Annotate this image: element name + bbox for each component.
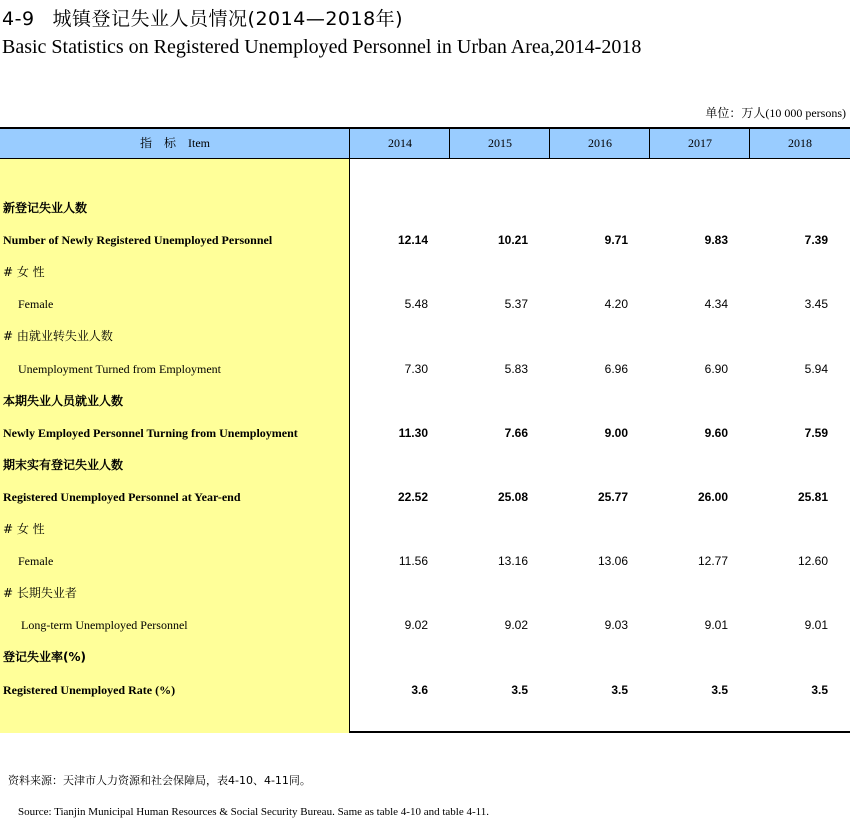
row-label: Number of Newly Registered Unemployed Personnel bbox=[3, 233, 273, 248]
value-cell-2017: 26.00 bbox=[697, 489, 728, 504]
value-cell-2014: 7.30 bbox=[404, 361, 428, 376]
header-year-2016: 2016 bbox=[549, 129, 650, 158]
row-label: # 女 性 bbox=[3, 265, 45, 280]
value-cell-2014: 5.48 bbox=[404, 297, 428, 312]
row-label: Newly Employed Personnel Turning from Unemployment bbox=[3, 425, 298, 440]
table-number: 4-9 bbox=[2, 8, 35, 30]
value-cell-2018: 7.59 bbox=[804, 425, 828, 440]
value-cell-2017: 9.83 bbox=[704, 233, 728, 248]
row-label: Unemployment Turned from Employment bbox=[18, 361, 221, 376]
table-header bbox=[0, 129, 850, 159]
row-label: 本期失业人员就业人数 bbox=[3, 393, 124, 408]
table-title-chinese bbox=[2, 4, 403, 31]
table-row bbox=[0, 256, 850, 288]
table-row bbox=[0, 609, 850, 641]
table-row bbox=[0, 288, 850, 320]
source-note-en: Source: Tianjin Municipal Human Resources & Social Security Bureau. Same as table 4-10 and table 4-11. bbox=[18, 806, 489, 818]
value-cell-2018: 3.45 bbox=[804, 297, 828, 312]
value-cell-2017: 3.5 bbox=[711, 682, 728, 697]
header-year-2017: 2017 bbox=[649, 129, 750, 158]
value-cell-2015: 25.08 bbox=[497, 489, 528, 504]
row-label: # 由就业转失业人数 bbox=[3, 329, 113, 344]
value-cell-2015: 5.83 bbox=[504, 361, 528, 376]
row-label: 新登记失业人数 bbox=[3, 201, 88, 215]
row-label: Female bbox=[18, 297, 54, 312]
source-note-zh: 资料来源：天津市人力资源和社会保障局，表4-10、4-11同。 bbox=[8, 774, 311, 787]
table-title-zh-text: 城镇登记失业人员情况(2014—2018年) bbox=[52, 8, 404, 30]
table-row bbox=[0, 417, 850, 449]
table-row bbox=[0, 224, 850, 256]
value-cell-2016: 13.06 bbox=[597, 554, 628, 569]
statistics-table bbox=[0, 127, 850, 733]
value-cell-2017: 9.01 bbox=[704, 618, 728, 633]
table-row bbox=[0, 545, 850, 577]
table-row bbox=[0, 674, 850, 706]
value-cell-2018: 12.60 bbox=[797, 554, 828, 569]
row-label: Long-term Unemployed Personnel bbox=[21, 618, 188, 633]
value-cell-2016: 9.03 bbox=[604, 618, 628, 633]
row-label: 期末实有登记失业人数 bbox=[3, 457, 124, 472]
value-cell-2014: 11.56 bbox=[398, 554, 428, 569]
value-cell-2017: 9.60 bbox=[704, 425, 728, 440]
header-year-2014: 2014 bbox=[349, 129, 450, 158]
table-row bbox=[0, 449, 850, 481]
value-cell-2017: 4.34 bbox=[704, 297, 728, 312]
table-row bbox=[0, 385, 850, 417]
value-cell-2018: 3.5 bbox=[811, 682, 828, 697]
value-cell-2016: 9.71 bbox=[604, 233, 628, 248]
value-cell-2014: 11.30 bbox=[398, 425, 428, 440]
row-label: 登记失业率(%) bbox=[3, 650, 86, 665]
row-label: Registered Unemployed Rate (%) bbox=[3, 682, 176, 697]
value-cell-2014: 12.14 bbox=[397, 233, 428, 248]
value-cell-2015: 7.66 bbox=[504, 425, 528, 440]
header-year-2015: 2015 bbox=[449, 129, 550, 158]
table-row bbox=[0, 577, 850, 609]
value-cell-2018: 9.01 bbox=[804, 618, 828, 633]
table-row bbox=[0, 320, 850, 352]
row-label: # 长期失业者 bbox=[3, 586, 77, 601]
table-row bbox=[0, 481, 850, 513]
value-cell-2015: 3.5 bbox=[511, 682, 528, 697]
value-cell-2016: 25.77 bbox=[597, 489, 628, 504]
value-cell-2014: 9.02 bbox=[404, 618, 428, 633]
value-cell-2014: 3.6 bbox=[411, 682, 428, 697]
value-cell-2016: 3.5 bbox=[611, 682, 628, 697]
table-row bbox=[0, 641, 850, 673]
value-cell-2018: 25.81 bbox=[797, 489, 828, 504]
value-cell-2017: 12.77 bbox=[697, 554, 728, 569]
table-row bbox=[0, 353, 850, 385]
value-cell-2015: 9.02 bbox=[504, 618, 528, 633]
table-title-english: Basic Statistics on Registered Unemployed Personnel in Urban Area,2014-2018 bbox=[2, 36, 642, 58]
value-cell-2016: 9.00 bbox=[604, 425, 628, 440]
value-cell-2015: 10.21 bbox=[497, 233, 528, 248]
value-cell-2016: 4.20 bbox=[604, 297, 628, 312]
row-label: Female bbox=[18, 554, 54, 569]
value-cell-2017: 6.90 bbox=[704, 361, 728, 376]
value-cell-2016: 6.96 bbox=[604, 361, 628, 376]
value-cell-2018: 5.94 bbox=[804, 361, 828, 376]
value-cell-2015: 13.16 bbox=[497, 554, 528, 569]
table-row bbox=[0, 513, 850, 545]
table-row bbox=[0, 192, 850, 224]
value-cell-2015: 5.37 bbox=[504, 297, 528, 312]
unit-label: 单位：万人(10 000 persons) bbox=[705, 106, 846, 120]
row-label: # 女 性 bbox=[3, 522, 45, 536]
value-cell-2014: 22.52 bbox=[397, 489, 428, 504]
value-cell-2018: 7.39 bbox=[804, 233, 828, 248]
row-label: Registered Unemployed Personnel at Year-end bbox=[3, 489, 241, 504]
header-year-2018: 2018 bbox=[749, 129, 850, 158]
header-item: 指 标 Item bbox=[140, 136, 210, 150]
